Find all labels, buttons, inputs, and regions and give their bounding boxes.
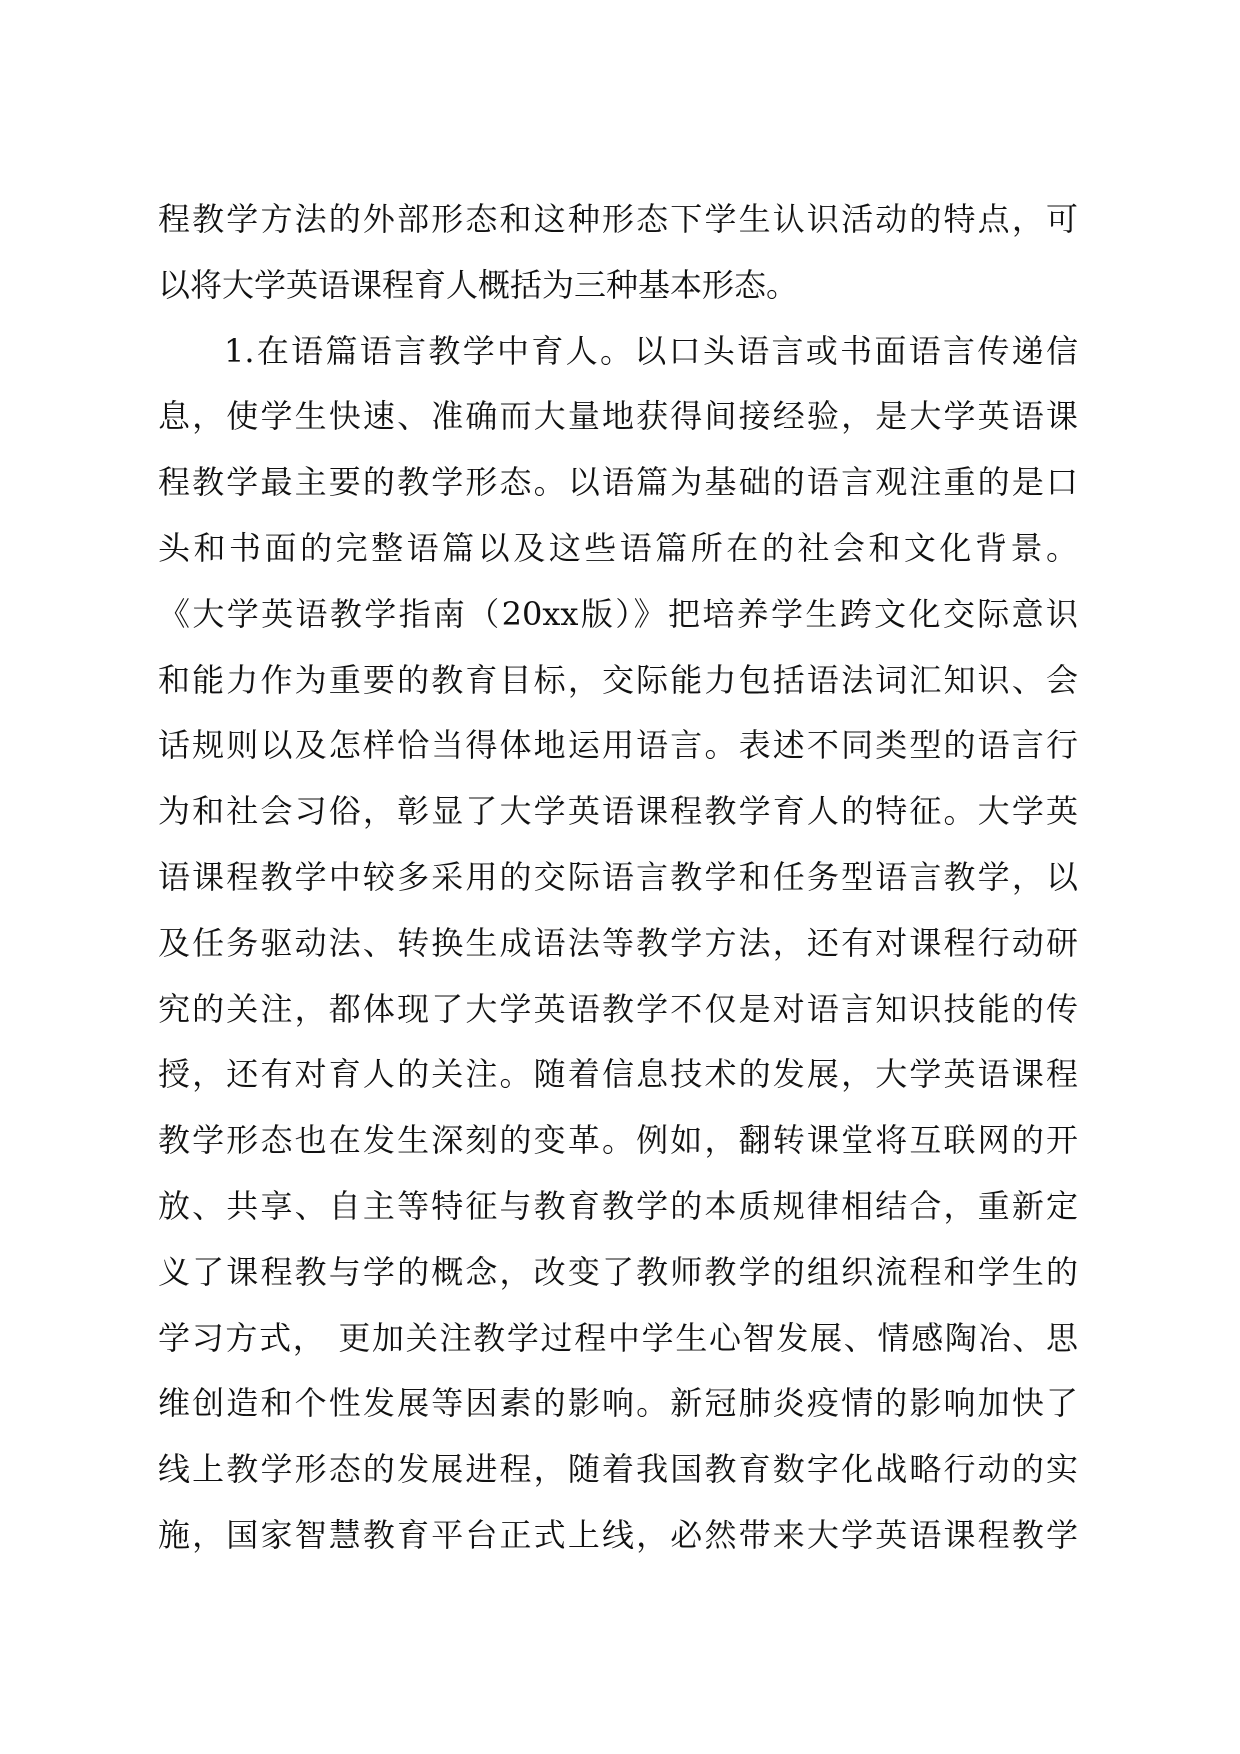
text-line: 教学形态也在发生深刻的变革。例如，翻转课堂将互联网的开 <box>158 1121 1078 1160</box>
text-line: 为和社会习俗，彰显了大学英语课程教学育人的特征。大学英 <box>158 792 1078 831</box>
text-line: 和能力作为重要的教育目标，交际能力包括语法词汇知识、会 <box>158 660 1078 699</box>
text-line: 以将大学英语课程育人概括为三种基本形态。 <box>158 265 799 304</box>
text-line: 程教学最主要的教学形态。以语篇为基础的语言观注重的是口 <box>158 463 1078 502</box>
body-text <box>158 187 1078 1569</box>
section-heading-line: 1.在语篇语言教学中育人。以口头语言或书面语言传递信 <box>224 331 1078 370</box>
text-line: 线上教学形态的发展进程，随着我国教育数字化战略行动的实 <box>158 1450 1078 1489</box>
text-line: 维创造和个性发展等因素的影响。新冠肺炎疫情的影响加快了 <box>158 1384 1078 1423</box>
text-line: 《大学英语教学指南（20xx版）》把培养学生跨文化交际意识 <box>158 594 1078 633</box>
text-line: 授，还有对育人的关注。随着信息技术的发展，大学英语课程 <box>158 1055 1078 1094</box>
text-line: 究的关注，都体现了大学英语教学不仅是对语言知识技能的传 <box>158 989 1078 1028</box>
text-line: 施，国家智慧教育平台正式上线，必然带来大学英语课程教学 <box>158 1515 1078 1554</box>
text-line: 义了课程教与学的概念，改变了教师教学的组织流程和学生的 <box>158 1252 1078 1291</box>
text-line: 话规则以及怎样恰当得体地运用语言。表述不同类型的语言行 <box>158 726 1078 765</box>
text-line: 语课程教学中较多采用的交际语言教学和任务型语言教学，以 <box>158 857 1078 896</box>
text-line: 程教学方法的外部形态和这种形态下学生认识活动的特点，可 <box>158 200 1078 238</box>
text-line: 及任务驱动法、转换生成语法等教学方法，还有对课程行动研 <box>158 923 1078 962</box>
text-line: 放、共享、自主等特征与教育教学的本质规律相结合，重新定 <box>158 1186 1078 1225</box>
text-line: 息，使学生快速、准确而大量地获得间接经验，是大学英语课 <box>158 397 1078 436</box>
text-line: 学习方式， 更加关注教学过程中学生心智发展、情感陶冶、思 <box>158 1318 1078 1357</box>
text-line: 头和书面的完整语篇以及这些语篇所在的社会和文化背景。 <box>158 528 1078 567</box>
